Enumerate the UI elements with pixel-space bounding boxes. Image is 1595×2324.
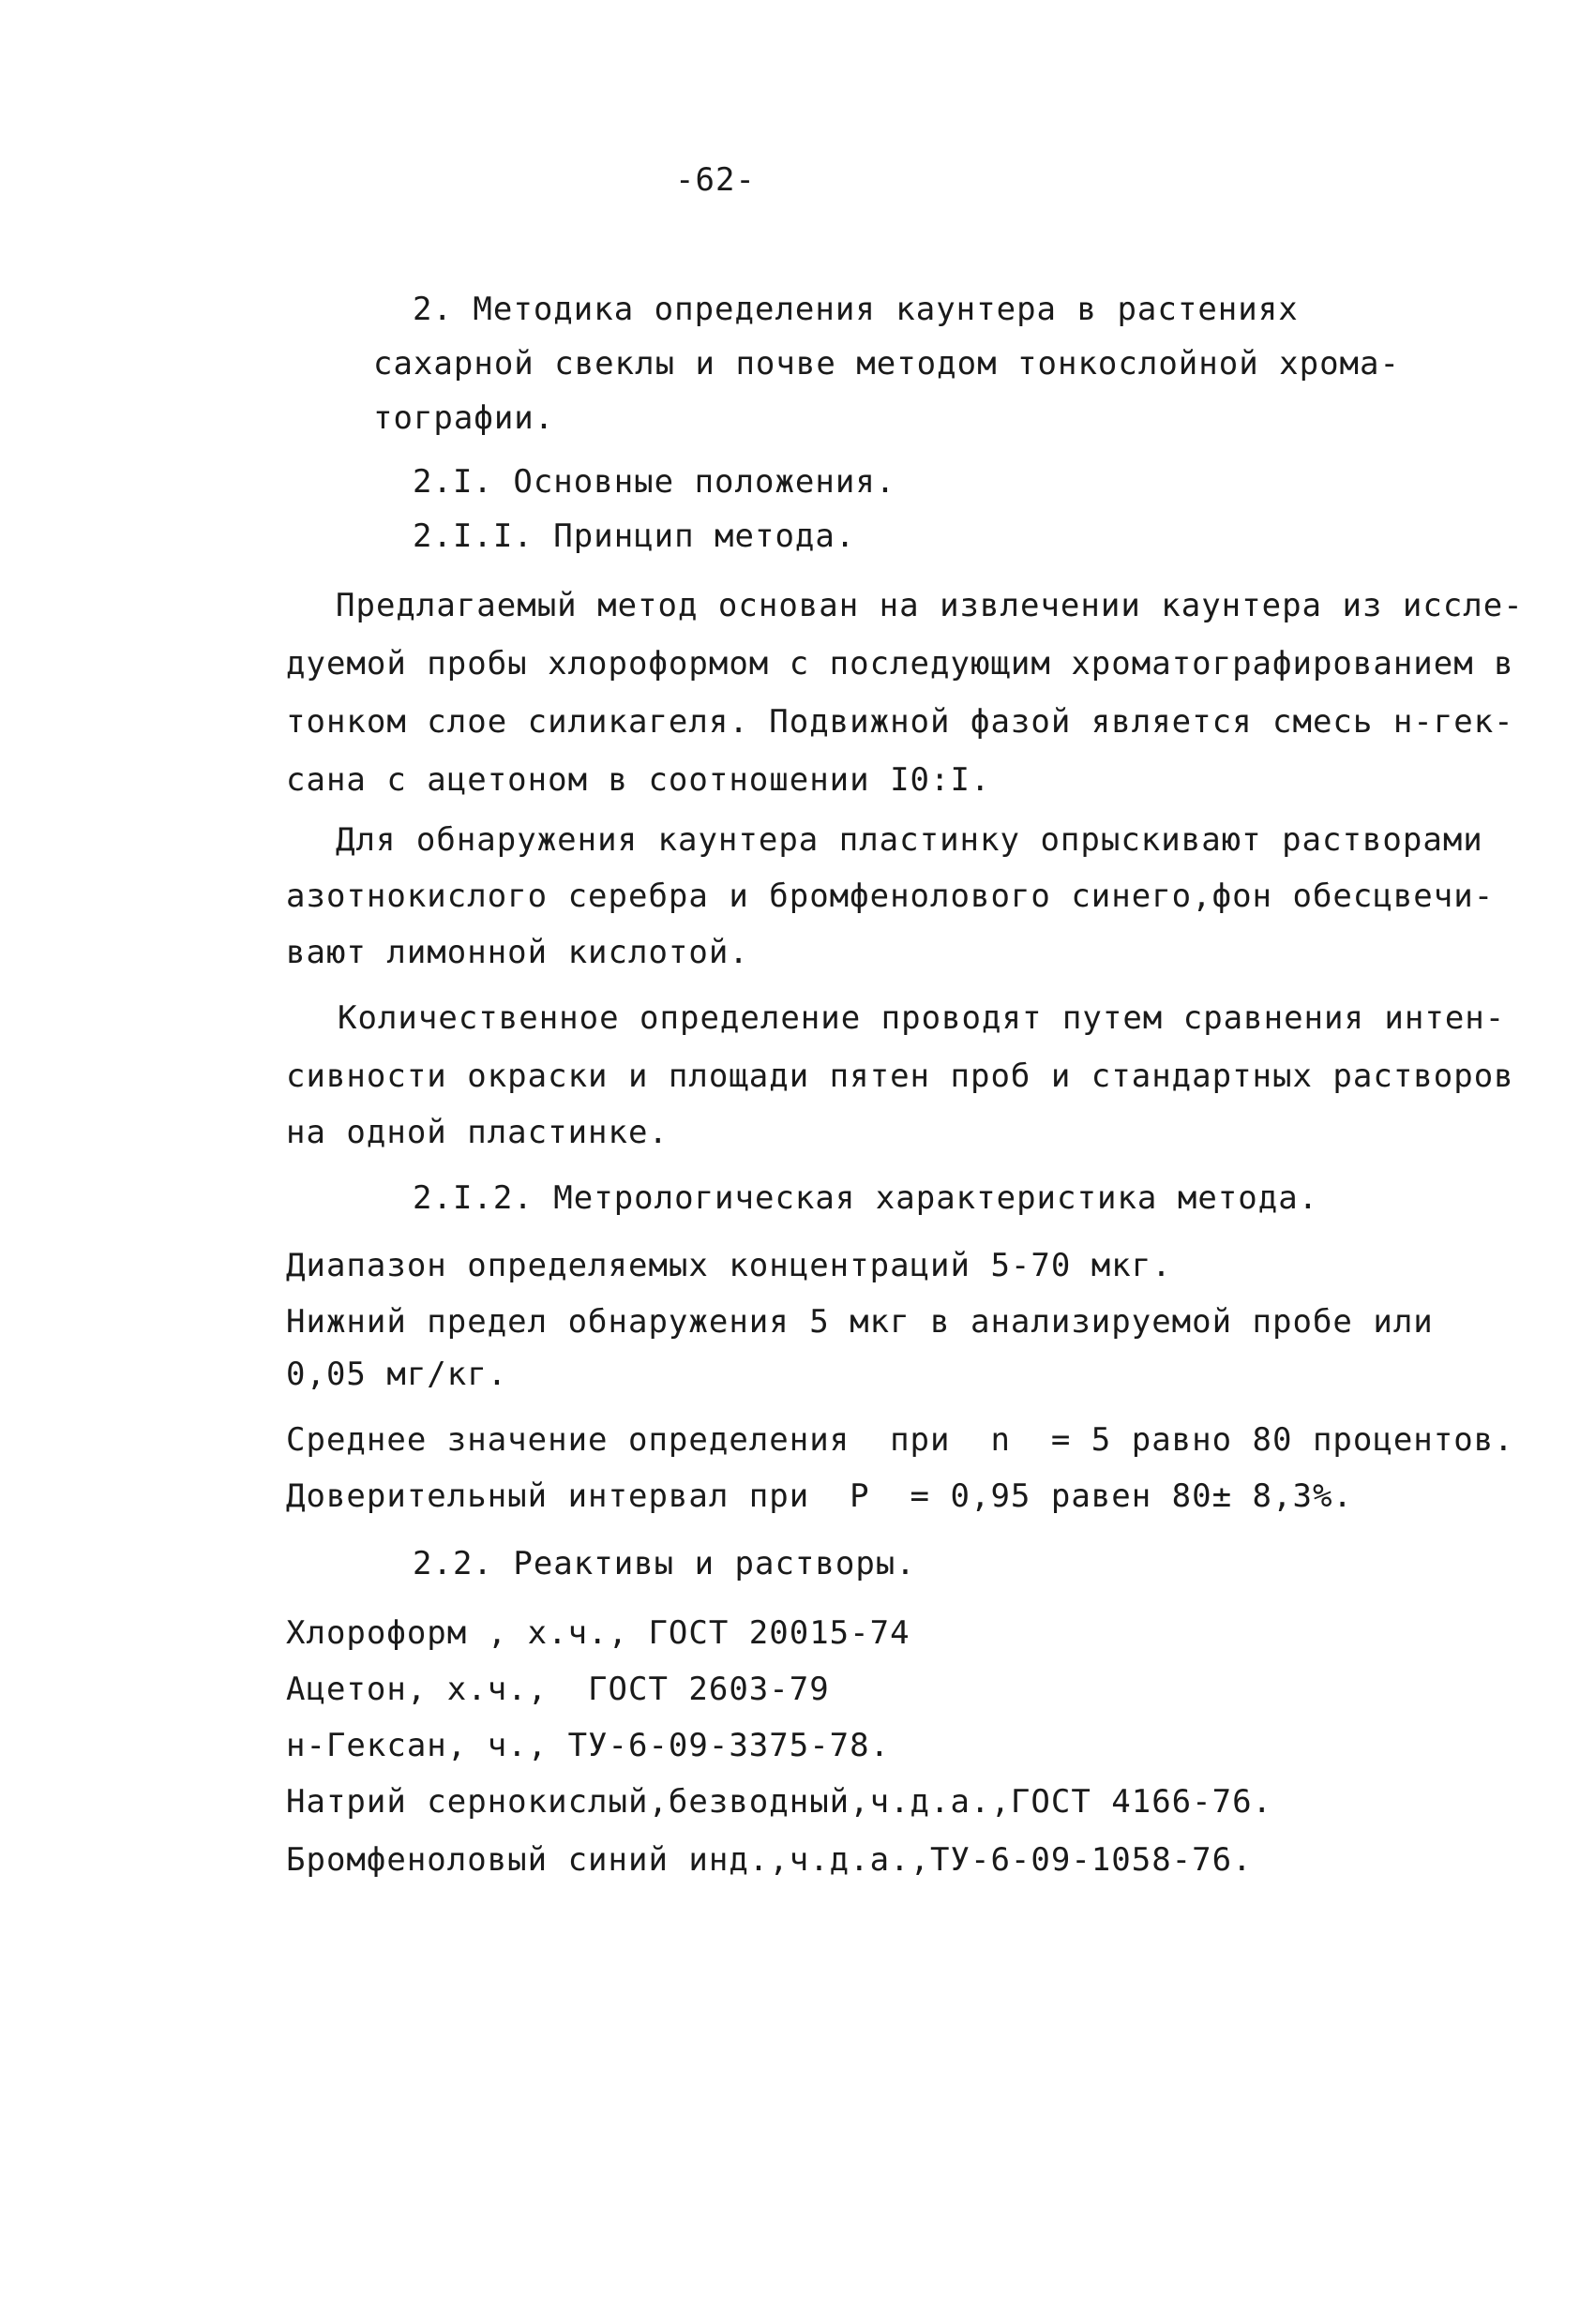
principle-para2-line-3: вают лимонной кислотой. [286,934,749,971]
principle-para3-line-1: Количественное определение проводят путем сравнения интен- [338,999,1506,1037]
principle-para2-line-2: азотнокислого серебра и бромфенолового синего,фон обесцвечи- [286,877,1495,915]
section-2-1-title: 2.I. Основные положения. [413,463,896,501]
metrology-line-1: Диапазон определяемых концентраций 5-70 мкг. [286,1247,1172,1284]
metrology-line-4: Среднее значение определения при n = 5 равно 80 процентов. [286,1421,1514,1459]
metrology-line-2: Нижний предел обнаружения 5 мкг в анализируемой пробе или [286,1303,1434,1341]
principle-para1-line-2: дуемой пробы хлороформом с последующим хроматографированием в [286,645,1514,682]
reagent-item-4: Натрий сернокислый,безводный,ч.д.а.,ГОСТ 4166-76. [286,1783,1273,1821]
reagent-item-2: Ацетон, х.ч., ГОСТ 2603-79 [286,1671,830,1708]
section-2-title-line-2: сахарной свеклы и почве методом тонкослойной хрома- [373,345,1400,382]
section-2-2-title: 2.2. Реактивы и растворы. [413,1545,916,1582]
reagent-item-1: Хлороформ , х.ч., ГОСТ 20015-74 [286,1614,910,1652]
principle-para2-line-1: Для обнаружения каунтера пластинку опрыскивают растворами [336,821,1483,859]
section-2-1-1-title: 2.I.I. Принцип метода. [413,517,856,555]
reagent-item-3: н-Гексан, ч., ТУ-6-09-3375-78. [286,1727,891,1764]
metrology-line-3: 0,05 мг/кг. [286,1356,508,1393]
principle-para3-line-2: сивности окраски и площади пятен проб и стандартных растворов [286,1057,1514,1095]
page-number: -62- [675,161,756,199]
reagent-item-5: Бромфеноловый синий инд.,ч.д.а.,ТУ-6-09-1058-76. [286,1841,1253,1879]
principle-para1-line-1: Предлагаемый метод основан на извлечении каунтера из иссле- [336,587,1524,624]
section-2-1-2-title: 2.I.2. Метрологическая характеристика метода. [413,1179,1319,1217]
principle-para1-line-3: тонком слое силикагеля. Подвижной фазой является смесь н-гек- [286,703,1514,741]
principle-para3-line-3: на одной пластинке. [286,1114,669,1151]
metrology-line-5: Доверительный интервал при P = 0,95 равен 80± 8,3%. [286,1477,1353,1515]
section-2-title-line-3: тографии. [373,399,555,437]
principle-para1-line-4: сана с ацетоном в соотношении I0:I. [286,761,991,799]
section-2-title-line-1: 2. Методика определения каунтера в растениях [413,291,1299,328]
